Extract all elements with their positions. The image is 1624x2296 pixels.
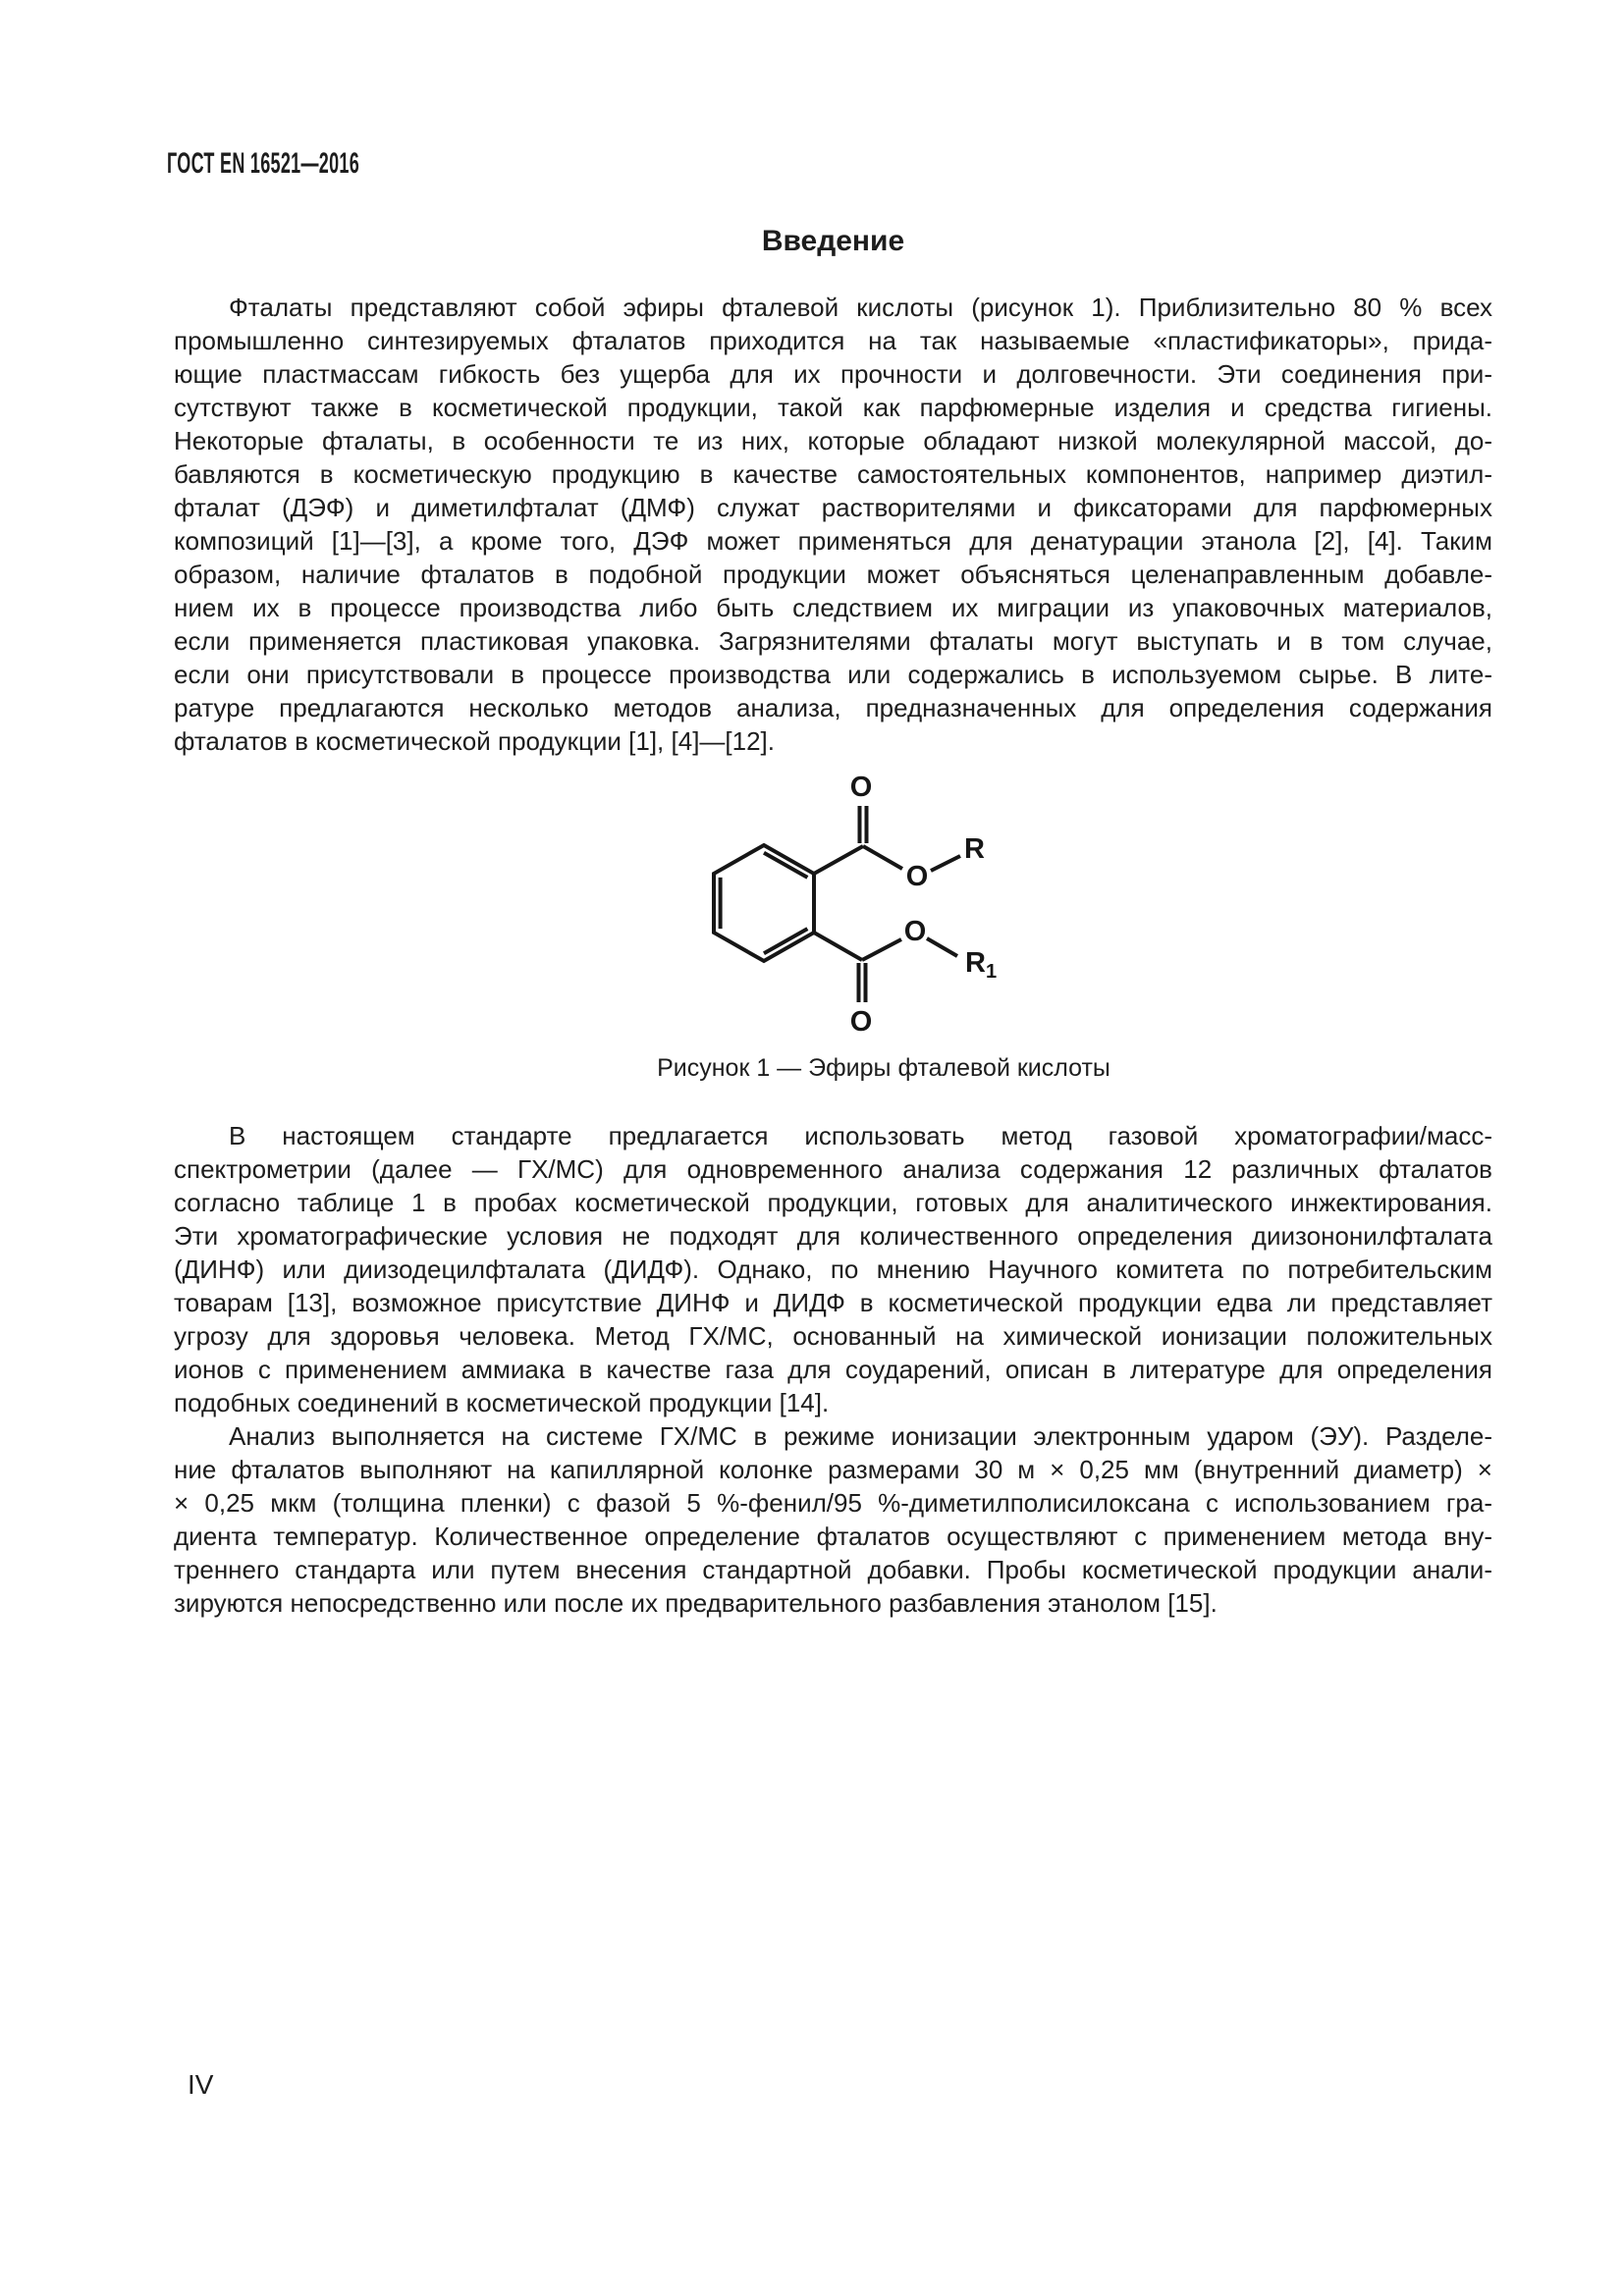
phthalate-structure-figure — [677, 761, 1011, 1055]
intro-paragraphs-2-3 — [174, 1119, 1492, 1620]
text-line: В настоящем стандарте предлагается использовать метод газовой хроматографии/масс- — [229, 1121, 1492, 1150]
text-line: образом, наличие фталатов в подобной продукции может объясняться целенаправленным добавле- — [174, 560, 1492, 589]
text-line: угрозу для здоровья человека. Метод ГХ/МС, основанный на химической ионизации положительных — [174, 1321, 1492, 1351]
figure-caption: Рисунок 1 — Эфиры фталевой кислоты — [657, 1054, 1110, 1082]
text-line: если они присутствовали в процессе производства или содержались в используемом сырье. В лите- — [174, 660, 1492, 689]
section-title: Введение — [761, 225, 905, 257]
text-line: ющие пластмассам гибкость без ущерба для их прочности и долговечности. Эти соединения при- — [174, 359, 1492, 389]
intro-paragraph-3 — [174, 1419, 1492, 1620]
text-line: спектрометрии (далее — ГХ/МС) для одновременного анализа содержания 12 различных фталатов — [174, 1154, 1492, 1184]
text-line: фталатов в косметической продукции [1], [4]—[12]. — [174, 726, 776, 756]
text-line: зируются непосредственно или после их предварительного разбавления этанолом [15]. — [174, 1588, 1218, 1618]
document-header — [167, 147, 488, 181]
ester-bonds — [814, 806, 960, 1002]
text-line: Некоторые фталаты, в особенности те из них, которые обладают низкой молекулярной массой, до- — [174, 426, 1492, 455]
text-line: бавляются в косметическую продукцию в качестве самостоятельных компонентов, например диэтил- — [174, 459, 1492, 489]
text-line: согласно таблице 1 в пробах косметической продукции, готовых для аналитического инжектирования. — [174, 1188, 1492, 1217]
benzene-ring — [714, 845, 814, 961]
page-number: IV — [188, 2069, 214, 2100]
intro-paragraph-1 — [174, 291, 1492, 758]
text-line: Эти хроматографические условия не подходят для количественного определения диизононилфталата — [174, 1221, 1492, 1251]
text-line: товарам [13], возможное присутствие ДИНФ и ДИДФ в косметической продукции едва ли представляет — [174, 1288, 1492, 1317]
text-line: ионов с применением аммиака в качестве газа для соударений, описан в литературе для определения — [174, 1355, 1492, 1384]
text-line: Фталаты представляют собой эфиры фталевой кислоты (рисунок 1). Приблизительно 80 % всех — [229, 293, 1492, 322]
text-line: × 0,25 мкм (толщина пленки) с фазой 5 %-фенил/95 %-диметилполисилоксана с использованием гра- — [174, 1488, 1492, 1518]
atom-label-r-group: R — [964, 833, 985, 865]
text-line: диента температур. Количественное определение фталатов осуществляют с применением метода вну- — [174, 1522, 1492, 1551]
text-line: ратуре предлагаются несколько методов анализа, предназначенных для определения содержания — [174, 693, 1492, 722]
text-line: подобных соединений в косметической продукции [14]. — [174, 1388, 830, 1417]
text-line: композиций [1]—[3], а кроме того, ДЭФ может применяться для денатурации этанола [2], [4]. Таким — [174, 526, 1492, 556]
atom-label-oxygen-bottom: O — [849, 1006, 873, 1038]
document-header-text: ГОСТ EN 16521—2016 — [167, 147, 360, 180]
atom-label-r1-group — [965, 947, 997, 983]
text-line: ние фталатов выполняют на капиллярной колонке размерами 30 м × 0,25 мм (внутренний диаметр) × — [174, 1455, 1492, 1484]
text-line: (ДИНФ) или диизодецилфталата (ДИДФ). Однако, по мнению Научного комитета по потребительским — [174, 1255, 1492, 1284]
text-line: треннего стандарта или путем внесения стандартной добавки. Пробы косметической продукции анали- — [174, 1555, 1492, 1584]
atom-label-oxygen-ester-bottom: O — [903, 916, 927, 947]
text-line: фталат (ДЭФ) и диметилфталат (ДМФ) служат растворителями и фиксаторами для парфюмерных — [174, 493, 1492, 522]
atom-label-r1-subscript: 1 — [985, 961, 998, 983]
text-line: если применяется пластиковая упаковка. Загрязнителями фталаты могут выступать и в том случае, — [174, 626, 1492, 656]
text-line: Анализ выполняется на системе ГХ/МС в режиме ионизации электронным ударом (ЭУ). Разделе- — [229, 1421, 1492, 1451]
intro-paragraph-2 — [174, 1119, 1492, 1419]
atom-label-r1-base: R — [965, 947, 986, 979]
text-line: сутствуют также в косметической продукции, такой как парфюмерные изделия и средства гигиены. — [174, 393, 1492, 422]
text-line: промышленно синтезируемых фталатов приходится на так называемые «пластификаторы», прида- — [174, 326, 1492, 355]
text-line: нием их в процессе производства либо быть следствием их миграции из упаковочных материалов, — [174, 593, 1492, 622]
atom-label-oxygen-ester-top: O — [905, 861, 929, 892]
atom-label-oxygen-top: O — [849, 772, 873, 803]
